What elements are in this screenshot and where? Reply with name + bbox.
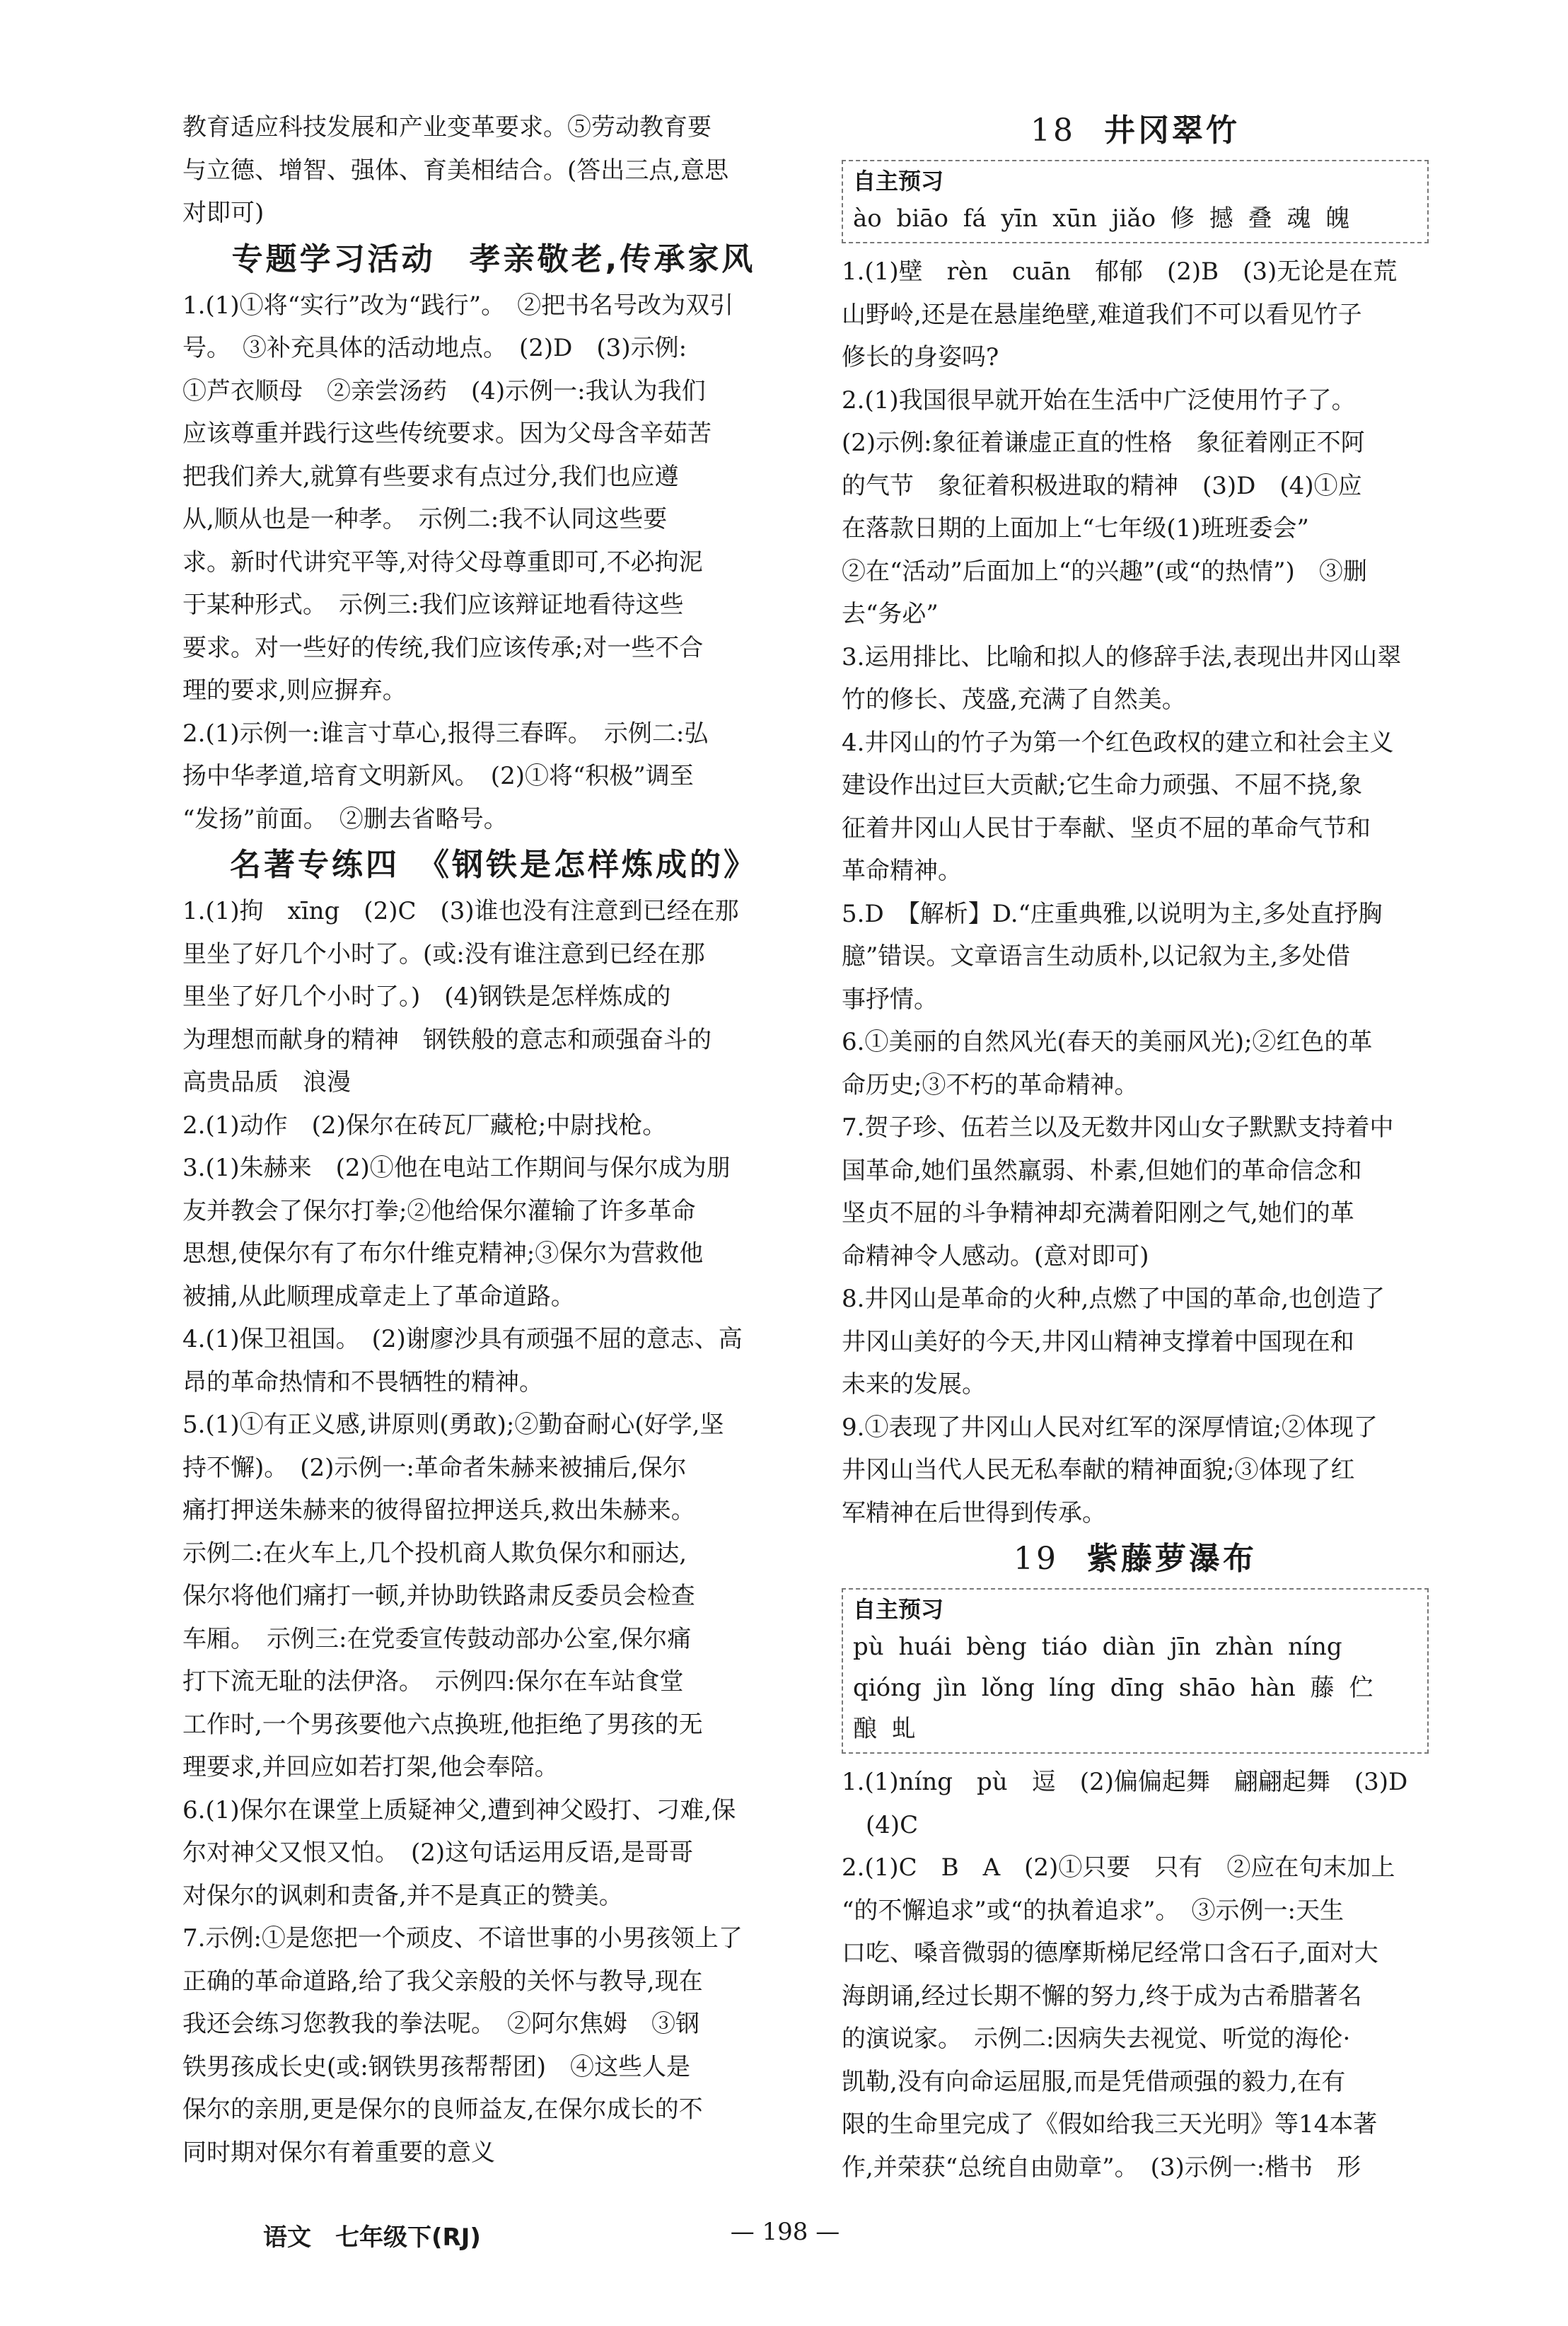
text-line: 4.井冈山的竹子为第一个红色政权的建立和社会主义 xyxy=(842,728,1394,757)
text-line: 8.井冈山是革命的火种,点燃了中国的革命,也创造了 xyxy=(842,1285,1386,1313)
text-line: 的演说家。 示例二:因病失去视觉、听觉的海伦· xyxy=(842,2025,1351,2053)
text-line: ②在“活动”后面加上“的兴趣”(或“的热情”) ③删 xyxy=(842,557,1367,586)
text-line: 思想,使保尔有了布尔什维克精神;③保尔为营救他 xyxy=(182,1239,704,1268)
text-line: 持不懈)。 (2)示例一:革命者朱赫来被捕后,保尔 xyxy=(182,1453,687,1482)
text-line: 去“务必” xyxy=(842,600,939,628)
text-line: 6.(1)保尔在课堂上质疑神父,遭到神父殴打、刁难,保 xyxy=(182,1795,736,1824)
text-line: 未来的发展。 xyxy=(842,1370,986,1399)
text-line: 工作时,一个男孩要他六点换班,他拒绝了男孩的无 xyxy=(182,1710,703,1739)
lesson19-number: 19 xyxy=(1014,1541,1059,1577)
text-line: 于某种形式。 示例三:我们应该辩证地看待这些 xyxy=(182,591,684,619)
text-line: 与立德、增智、强体、育美相结合。(答出三点,意思 xyxy=(182,156,729,185)
text-line: 昂的革命热情和不畏牺牲的精神。 xyxy=(182,1367,543,1396)
text-line: 7.贺子珍、伍若兰以及无数井冈山女子默默支持着中 xyxy=(842,1113,1394,1142)
text-line: “发扬”前面。 ②删去省略号。 xyxy=(182,804,508,833)
left-block-family xyxy=(182,284,805,841)
text-line: 5.D 【解析】D.“庄重典雅,以说明为主,多处直抒胸 xyxy=(842,899,1383,928)
text-line: 命历史;③不朽的革命精神。 xyxy=(842,1070,1139,1099)
text-line: 井冈山当代人民无私奉献的精神面貌;③体现了红 xyxy=(842,1456,1355,1484)
text-line: 5.(1)①有正义感,讲原则(勇敢);②勤奋耐心(好学,坚 xyxy=(182,1411,724,1439)
text-line: 痛打押送朱赫来的彼得留拉押送兵,救出朱赫来。 xyxy=(182,1496,695,1524)
text-line: “的不懈追求”或“的执着追求”。 ③示例一:天生 xyxy=(842,1896,1344,1925)
text-line: 坚贞不屈的斗争精神却充满着阳刚之气,她们的革 xyxy=(842,1199,1354,1227)
text-line: 被捕,从此顺理成章走上了革命道路。 xyxy=(182,1282,575,1311)
text-line: 1.(1)壁 rèn cuān 郁郁 (2)B (3)无论是在荒 xyxy=(842,258,1398,286)
text-line: 海朗诵,经过长期不懈的努力,终于成为古希腊著名 xyxy=(842,1981,1362,2010)
lesson19-answers xyxy=(842,1761,1429,2189)
text-line: 山野岭,还是在悬崖绝壁,难道我们不可以看见竹子 xyxy=(842,300,1362,329)
text-line: (2)示例:象征着谦虚正直的性格 象征着刚正不阿 xyxy=(842,429,1365,457)
pinyin-line: 酿 虬 xyxy=(853,1715,916,1743)
text-line: 1.(1)níng pù 逗 (2)偏偏起舞 翩翩起舞 (3)D xyxy=(842,1768,1408,1796)
text-line: 号。 ③补充具体的活动地点。 (2)D (3)示例: xyxy=(182,334,687,362)
lesson18-preview-box xyxy=(842,160,1429,243)
lesson18-box-title: 自主预习 xyxy=(853,168,944,195)
text-line: 对保尔的讽刺和责备,并不是真正的赞美。 xyxy=(182,1881,623,1910)
footer-book-label: 语文 七年级下(RJ) xyxy=(263,2223,481,2252)
text-line: 国革命,她们虽然羸弱、朴素,但她们的革命信念和 xyxy=(842,1156,1362,1185)
lesson19-box-title: 自主预习 xyxy=(853,1596,944,1623)
text-line: 应该尊重并践行这些传统要求。因为父母含辛茹苦 xyxy=(182,420,712,448)
lesson18-number: 18 xyxy=(1030,112,1076,149)
text-line: 1.(1)拘 xīng (2)C (3)谁也没有注意到已经在那 xyxy=(182,897,739,925)
text-line: 命精神令人感动。(意对即可) xyxy=(842,1242,1149,1271)
section-heading-classic: 名著专练四 《钢铁是怎样炼成的》 xyxy=(230,847,757,883)
text-line: 3.运用排比、比喻和拟人的修辞手法,表现出井冈山翠 xyxy=(842,642,1402,671)
lesson19-heading xyxy=(842,1534,1429,1584)
text-line: 建设作出过巨大贡献;它生命力顽强、不屈不挠,象 xyxy=(842,771,1363,799)
text-line: 为理想而献身的精神 钢铁般的意志和顽强奋斗的 xyxy=(182,1025,712,1054)
text-line: 保尔的亲朋,更是保尔的良师益友,在保尔成长的不 xyxy=(182,2095,703,2124)
lesson18-heading xyxy=(842,106,1429,156)
left-block-classic xyxy=(182,890,805,2174)
lesson18-answers xyxy=(842,250,1429,1534)
text-line: 从,顺从也是一种孝。 示例二:我不认同这些要 xyxy=(182,505,668,533)
text-line: 2.(1)C B A (2)①只要 只有 ②应在句末加上 xyxy=(842,1853,1395,1882)
text-line: 修长的身姿吗? xyxy=(842,343,999,371)
text-line: 2.(1)我国很早就开始在生活中广泛使用竹子了。 xyxy=(842,386,1356,415)
lesson18-title: 井冈翠竹 xyxy=(1104,112,1240,149)
text-line: 事抒情。 xyxy=(842,985,938,1014)
text-line: 作,并荣获“总统自由勋章”。 (3)示例一:楷书 形 xyxy=(842,2153,1361,2182)
text-line: 军精神在后世得到传承。 xyxy=(842,1498,1106,1527)
pinyin-line: pù huái bèng tiáo diàn jīn zhàn níng xyxy=(853,1633,1342,1661)
text-line: 车厢。 示例三:在党委宣传鼓动部办公室,保尔痛 xyxy=(182,1624,692,1653)
text-line: 同时期对保尔有着重要的意义 xyxy=(182,2138,495,2167)
text-line: ①芦衣顺母 ②亲尝汤药 (4)示例一:我认为我们 xyxy=(182,376,706,405)
text-line: 友并教会了保尔打拳;②他给保尔灌输了许多革命 xyxy=(182,1196,696,1225)
text-line: 2.(1)动作 (2)保尔在砖瓦厂藏枪;中尉找枪。 xyxy=(182,1111,667,1140)
text-line: 理要求,并回应如若打架,他会奉陪。 xyxy=(182,1753,559,1781)
text-line: 井冈山美好的今天,井冈山精神支撑着中国现在和 xyxy=(842,1327,1354,1356)
left-column xyxy=(182,106,805,2174)
left-block-intro xyxy=(182,106,805,235)
text-line: 示例二:在火车上,几个投机商人欺负保尔和丽达, xyxy=(182,1539,687,1568)
text-line: 扬中华孝道,培育文明新风。 (2)①将“积极”调至 xyxy=(182,762,694,790)
text-line: 正确的革命道路,给了我父亲般的关怀与教导,现在 xyxy=(182,1967,703,1996)
text-line: 6.①美丽的自然风光(春天的美丽风光);②红色的革 xyxy=(842,1028,1373,1056)
text-line: 在落款日期的上面加上“七年级(1)班班委会” xyxy=(842,514,1309,543)
text-line: 对即可) xyxy=(182,199,265,227)
text-line: 要求。对一些好的传统,我们应该传承;对一些不合 xyxy=(182,633,704,662)
text-line: 革命精神。 xyxy=(842,857,962,885)
text-line: 铁男孩成长史(或:钢铁男孩帮帮团) ④这些人是 xyxy=(182,2052,690,2081)
section-heading-family: 专题学习活动 孝亲敬老,传承家风 xyxy=(231,241,756,277)
text-line: 征着井冈山人民甘于奉献、坚贞不屈的革命气节和 xyxy=(842,814,1371,843)
text-line: 竹的修长、茂盛,充满了自然美。 xyxy=(842,685,1186,714)
text-line: 3.(1)朱赫来 (2)①他在电站工作期间与保尔成为朋 xyxy=(182,1154,731,1182)
footer-page-number: — 198 — xyxy=(730,2218,840,2246)
text-line: 1.(1)①将“实行”改为“践行”。 ②把书名号改为双引 xyxy=(182,291,734,320)
pinyin-line: qióng jìn lǒng líng dīng shāo hàn 藤 伫 xyxy=(853,1674,1374,1702)
text-line: 凯勒,没有向命运屈服,而是凭借顽强的毅力,在有 xyxy=(842,2067,1346,2096)
lesson19-preview-box xyxy=(842,1588,1429,1754)
text-line: 保尔将他们痛打一顿,并协助铁路肃反委员会检查 xyxy=(182,1582,695,1610)
text-line: 把我们养大,就算有些要求有点过分,我们也应遵 xyxy=(182,462,679,491)
lesson18-box-line: ào biāo fá yīn xūn jiǎo 修 撼 叠 魂 魄 xyxy=(853,204,1350,233)
text-line: 臆”错误。文章语言生动质朴,以记叙为主,多处借 xyxy=(842,942,1350,971)
text-line: 9.①表现了井冈山人民对红军的深厚情谊;②体现了 xyxy=(842,1413,1378,1442)
text-line: 里坐了好几个小时了。(或:没有谁注意到已经在那 xyxy=(182,939,705,968)
text-line: 打下流无耻的法伊洛。 示例四:保尔在车站食堂 xyxy=(182,1667,684,1696)
text-line: 2.(1)示例一:谁言寸草心,报得三春晖。 示例二:弘 xyxy=(182,719,709,748)
text-line: 4.(1)保卫祖国。 (2)谢廖沙具有顽强不屈的意志、高 xyxy=(182,1325,743,1353)
text-line: 里坐了好几个小时了。) (4)钢铁是怎样炼成的 xyxy=(182,983,671,1011)
text-line: 求。新时代讲究平等,对待父母尊重即可,不必拘泥 xyxy=(182,548,703,577)
text-line: 的气节 象征着积极进取的精神 (3)D (4)①应 xyxy=(842,471,1362,500)
right-column xyxy=(842,106,1429,2189)
text-line: 理的要求,则应摒弃。 xyxy=(182,676,407,705)
text-line: 教育适应科技发展和产业变革要求。⑤劳动教育要 xyxy=(182,113,712,141)
text-line: 尔对神父又恨又怕。 (2)这句话运用反语,是哥哥 xyxy=(182,1839,693,1867)
lesson19-title: 紫藤萝瀑布 xyxy=(1087,1541,1257,1577)
text-line: 我还会练习您教我的拳法呢。 ②阿尔焦姆 ③钢 xyxy=(182,2010,699,2038)
text-line: (4)C xyxy=(842,1810,919,1839)
text-line: 7.示例:①是您把一个顽皮、不谙世事的小男孩领上了 xyxy=(182,1924,743,1952)
text-line: 高贵品质 浪漫 xyxy=(182,1068,351,1097)
text-line: 限的生命里完成了《假如给我三天光明》等14本著 xyxy=(842,2110,1378,2139)
lesson19-box-lines xyxy=(853,1626,1417,1749)
text-line: 口吃、嗓音微弱的德摩斯梯尼经常口含石子,面对大 xyxy=(842,1939,1378,1967)
